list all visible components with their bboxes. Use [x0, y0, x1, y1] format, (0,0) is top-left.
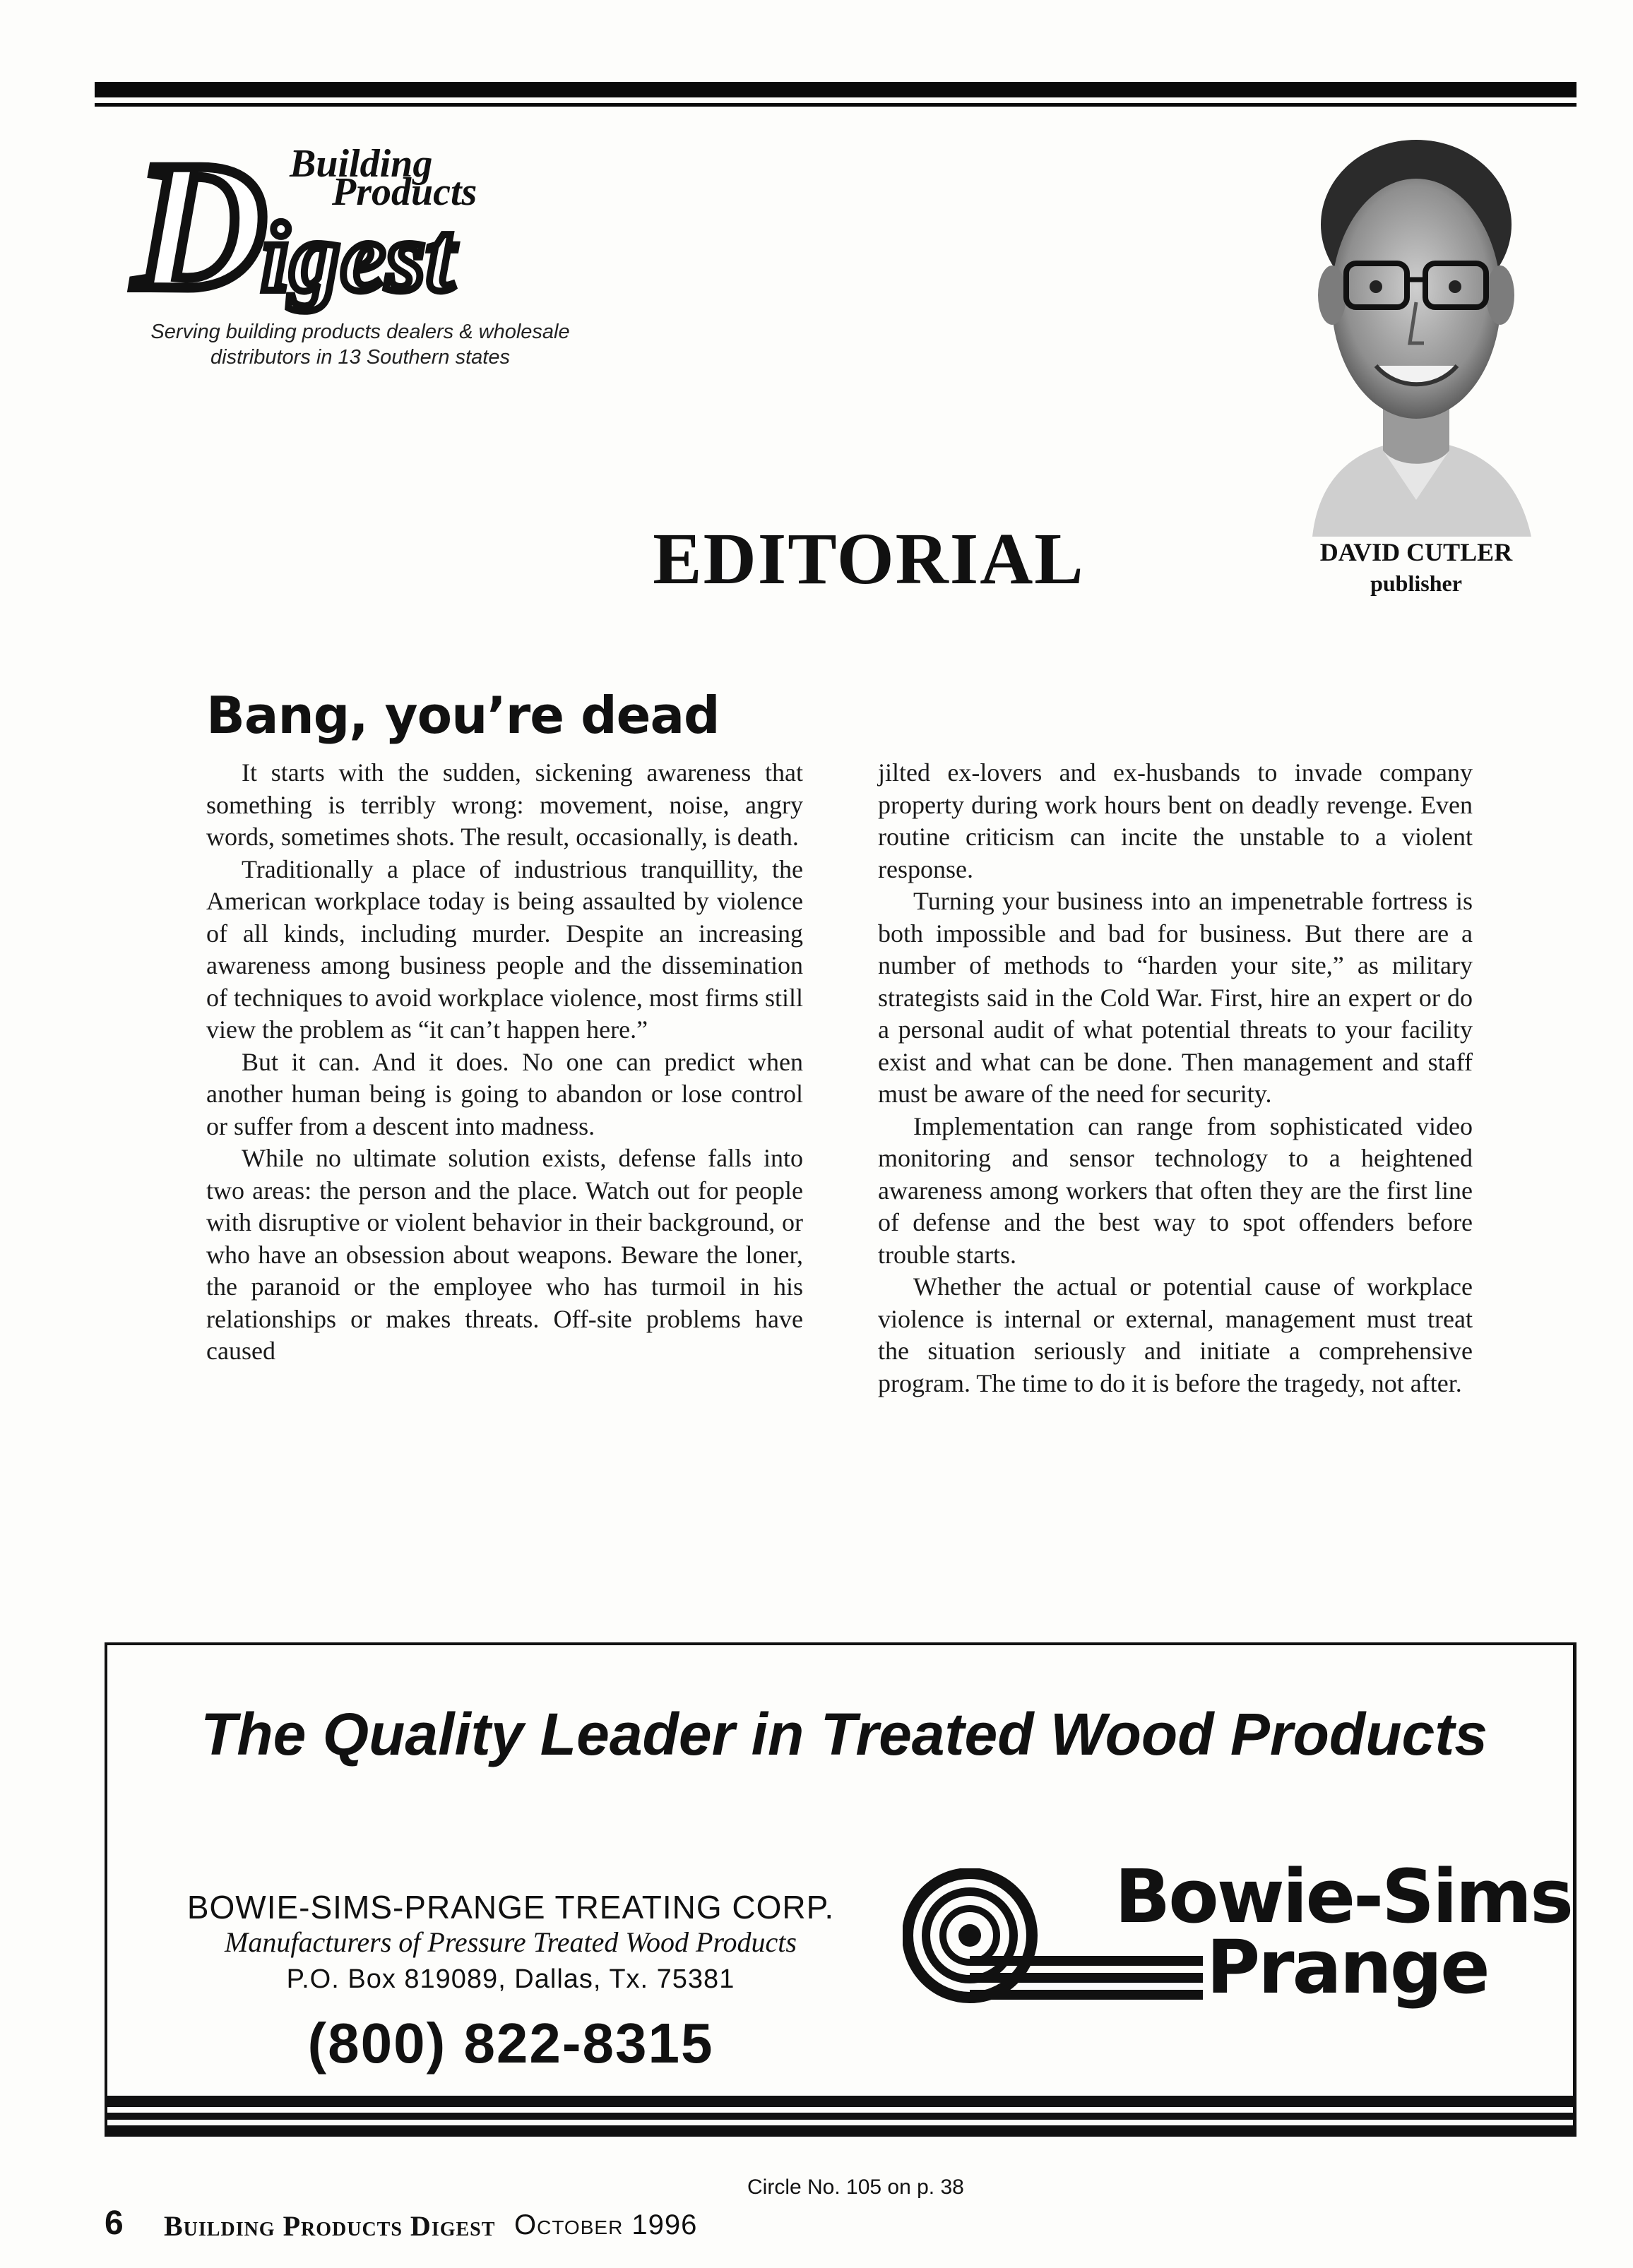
article-paragraph: While no ultimate solution exists, defense falls into two areas: the person and the place. Watch out for people with disruptive or violent behavior in their background, or who have an obsession about weapons. Beware the loner, the paranoid or the employee who has turmoil in his relationships or makes threats. Off-site problems have caused — [206, 1144, 803, 1365]
article-paragraph: Implementation can range from sophisticated video monitoring and sensor technology to a heightened awareness among workers that often they are the first line of defense and the best way to spot offenders before trouble starts. — [878, 1111, 1473, 1269]
footer-publication: Building Products Digest — [164, 2210, 496, 2242]
article-paragraph: Traditionally a place of industrious tranquillity, the American workplace today is being assaulted by violence of all kinds, including murder. Despite an increasing awareness among business people and the dissemination of techniques to avoid workplace violence, most firms still view the problem as “it can’t happen here.” — [206, 854, 803, 1044]
ad-border-left — [105, 1642, 107, 2137]
article-column-left — [206, 757, 803, 1368]
ad-company-logo — [903, 1854, 1572, 2010]
page-number: 6 — [105, 2204, 124, 2242]
top-rule-thin — [95, 103, 1576, 107]
ad-logo-text-bowie-sims: Bowie-Sims — [1115, 1854, 1572, 1940]
article-paragraph: jilted ex-lovers and ex-husbands to invade company property during work hours bent on deadly revenge. Even routine criticism can incite the unstable to a violent response. — [878, 758, 1473, 883]
ad-company-subtitle: Manufacturers of Pressure Treated Wood Products — [225, 1926, 797, 1958]
footer-date: October 1996 — [514, 2209, 698, 2240]
top-rule — [95, 82, 1576, 97]
publisher-role: publisher — [1370, 571, 1462, 596]
logo-letter-d: D — [134, 124, 267, 328]
ad-phone: (800) 822-8315 — [307, 2012, 714, 2075]
ad-rule — [105, 2113, 1576, 2120]
ad-address: P.O. Box 819089, Dallas, Tx. 75381 — [286, 1964, 735, 1994]
article-paragraph: Whether the actual or potential cause of workplace violence is internal or external, management must treat the situation seriously and initiate a comprehensive program. The time to do it is before the tragedy, not after. — [878, 1272, 1473, 1397]
article-column-right — [878, 757, 1473, 1399]
advertisement — [105, 1642, 1576, 2137]
ad-border-right — [1573, 1642, 1576, 2137]
article-paragraph: It starts with the sudden, sickening awareness that something is terribly wrong: movement, noise, angry words, sometimes shots. The result, occasionally, is death. — [206, 758, 803, 851]
article-paragraph: But it can. And it does. No one can predict when another human being is going to abandon or lose control or suffer from a descent into madness. — [206, 1047, 803, 1140]
article-paragraph: Turning your business into an impenetrable fortress is both impossible and bad for business. But there are a number of methods to “harden your site,” as military strategists said in the Cold War. First, hire an expert or do a personal audit of what potential threats to your facility exist and what can be done. Then management and staff must be aware of the need for security. — [878, 887, 1473, 1108]
ad-rule — [105, 2096, 1576, 2107]
logo-word-digest: igest — [261, 203, 456, 312]
publisher-photo — [1298, 119, 1534, 537]
ad-company-name: BOWIE-SIMS-PRANGE TREATING CORP. — [186, 1889, 835, 1926]
article-headline: Bang, you’re dead — [206, 686, 720, 745]
publisher-name: DAVID CUTLER — [1319, 538, 1513, 566]
ad-border-top — [105, 1642, 1576, 1645]
ad-rule — [105, 2125, 1576, 2137]
section-title: EDITORIAL — [653, 518, 1085, 599]
logo-word-building: Building — [290, 142, 433, 186]
ad-logo-text-prange: Prange — [1206, 1924, 1488, 2010]
reader-service-note: Circle No. 105 on p. 38 — [747, 2176, 964, 2199]
masthead-tagline: Serving building products dealers & wholesale distributors in 13 Southern states — [150, 321, 570, 369]
ad-slogan: The Quality Leader in Treated Wood Products — [201, 1701, 1487, 1767]
masthead-logo — [120, 124, 593, 328]
logo-word-products: Products — [332, 170, 477, 214]
